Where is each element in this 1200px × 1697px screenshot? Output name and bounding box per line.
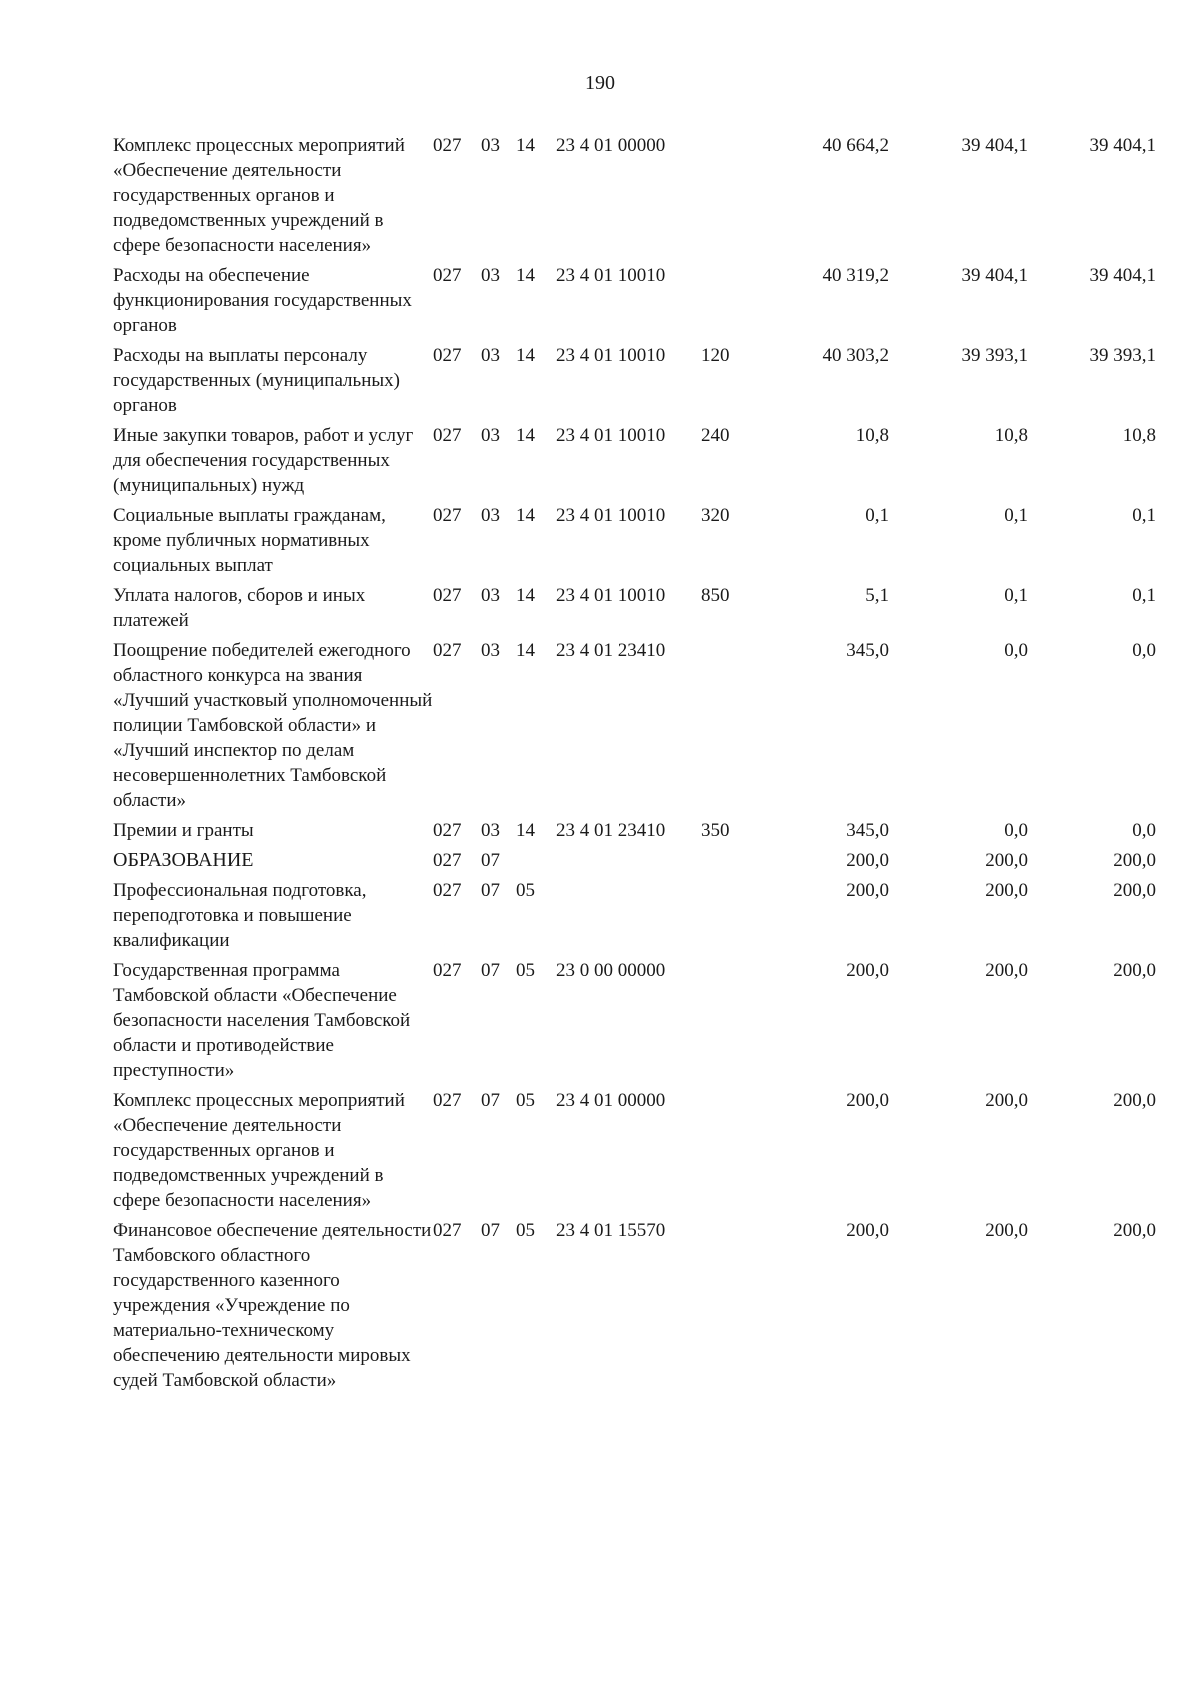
row-amount-1: 200,0: [846, 1090, 889, 1111]
row-subsection-code: 14: [516, 505, 535, 526]
row-ved-code: 027: [433, 820, 462, 841]
row-ved-code: 027: [433, 425, 462, 446]
row-ved-code: 027: [433, 1090, 462, 1111]
row-section-code: 03: [481, 135, 500, 156]
row-name: Профессиональная подготовка, переподготовка и повышение квалификации: [113, 880, 367, 951]
table-row: [113, 878, 1183, 953]
row-section-code: 03: [481, 265, 500, 286]
row-amount-2: 10,8: [994, 425, 1028, 446]
row-amount-2: 0,0: [1004, 820, 1028, 841]
row-target-article: 23 4 01 23410: [556, 640, 666, 661]
row-expense-type: 850: [701, 585, 730, 606]
row-target-article: 23 4 01 23410: [556, 820, 666, 841]
section-title: ОБРАЗОВАНИЕ: [113, 849, 254, 871]
row-amount-2: 200,0: [985, 880, 1028, 901]
table-row: [113, 343, 1183, 418]
row-section-code: 03: [481, 640, 500, 661]
row-name: Финансовое обеспечение деятельности Тамбовского областного государственного казенного учреждения «Учреждение по материально-техническому обеспечению деятельности мировых судей Тамбовской области»: [113, 1220, 432, 1391]
row-expense-type: 120: [701, 345, 730, 366]
row-amount-1: 345,0: [846, 640, 889, 661]
table-row: [113, 638, 1183, 813]
budget-table: [113, 133, 1183, 1398]
table-row: [113, 1088, 1183, 1213]
row-amount-1: 200,0: [846, 1220, 889, 1241]
table-row: [113, 423, 1183, 498]
row-subsection-code: 14: [516, 345, 535, 366]
row-target-article: 23 4 01 10010: [556, 425, 666, 446]
row-section-code: 03: [481, 425, 500, 446]
row-amount-2: 39 404,1: [961, 265, 1028, 286]
row-subsection-code: 14: [516, 135, 535, 156]
row-ved-code: 027: [433, 960, 462, 981]
row-name: Расходы на обеспечение функционирования государственных органов: [113, 265, 412, 336]
row-ved-code: 027: [433, 850, 462, 871]
row-target-article: 23 4 01 10010: [556, 265, 666, 286]
row-amount-3: 39 393,1: [1089, 345, 1156, 366]
row-amount-3: 39 404,1: [1089, 135, 1156, 156]
row-expense-type: 240: [701, 425, 730, 446]
row-expense-type: 350: [701, 820, 730, 841]
row-subsection-code: 14: [516, 265, 535, 286]
row-amount-3: 200,0: [1113, 850, 1156, 871]
row-amount-1: 40 664,2: [822, 135, 889, 156]
row-target-article: 23 0 00 00000: [556, 960, 666, 981]
table-row: [113, 263, 1183, 338]
row-amount-2: 0,1: [1004, 505, 1028, 526]
row-target-article: 23 4 01 00000: [556, 135, 666, 156]
table-row: [113, 133, 1183, 258]
row-ved-code: 027: [433, 585, 462, 606]
row-name: Расходы на выплаты персоналу государственных (муниципальных) органов: [113, 345, 400, 416]
row-amount-2: 39 404,1: [961, 135, 1028, 156]
row-amount-1: 200,0: [846, 960, 889, 981]
row-amount-1: 40 319,2: [822, 265, 889, 286]
row-name: Иные закупки товаров, работ и услуг для обеспечения государственных (муниципальных) нужд: [113, 425, 414, 496]
row-amount-1: 200,0: [846, 880, 889, 901]
row-ved-code: 027: [433, 505, 462, 526]
row-section-code: 07: [481, 1090, 500, 1111]
row-name: Уплата налогов, сборов и иных платежей: [113, 585, 366, 631]
row-subsection-code: 14: [516, 585, 535, 606]
row-target-article: 23 4 01 15570: [556, 1220, 666, 1241]
row-amount-1: 0,1: [865, 505, 889, 526]
table-row: [113, 958, 1183, 1083]
row-expense-type: 320: [701, 505, 730, 526]
row-amount-3: 0,1: [1132, 585, 1156, 606]
row-section-code: 03: [481, 585, 500, 606]
row-amount-3: 10,8: [1122, 425, 1156, 446]
table-row: [113, 583, 1183, 633]
row-name: Комплекс процессных мероприятий «Обеспечение деятельности государственных органов и подведомственных учреждений в сфере безопасности населения»: [113, 1090, 405, 1211]
row-subsection-code: 14: [516, 425, 535, 446]
row-amount-3: 200,0: [1113, 1220, 1156, 1241]
row-amount-1: 345,0: [846, 820, 889, 841]
row-ved-code: 027: [433, 1220, 462, 1241]
row-target-article: 23 4 01 00000: [556, 1090, 666, 1111]
row-amount-2: 39 393,1: [961, 345, 1028, 366]
row-amount-1: 5,1: [865, 585, 889, 606]
row-target-article: 23 4 01 10010: [556, 345, 666, 366]
row-ved-code: 027: [433, 135, 462, 156]
row-amount-3: 39 404,1: [1089, 265, 1156, 286]
row-section-code: 07: [481, 880, 500, 901]
row-amount-1: 200,0: [846, 850, 889, 871]
row-amount-3: 0,0: [1132, 820, 1156, 841]
row-amount-1: 40 303,2: [822, 345, 889, 366]
row-amount-2: 200,0: [985, 1090, 1028, 1111]
row-amount-3: 0,1: [1132, 505, 1156, 526]
row-ved-code: 027: [433, 640, 462, 661]
row-section-code: 07: [481, 1220, 500, 1241]
row-name: Комплекс процессных мероприятий «Обеспечение деятельности государственных органов и подведомственных учреждений в сфере безопасности населения»: [113, 135, 405, 256]
row-target-article: 23 4 01 10010: [556, 585, 666, 606]
row-amount-3: 200,0: [1113, 880, 1156, 901]
row-amount-3: 0,0: [1132, 640, 1156, 661]
row-ved-code: 027: [433, 265, 462, 286]
row-subsection-code: 05: [516, 1220, 535, 1241]
row-name: Социальные выплаты гражданам, кроме публичных нормативных социальных выплат: [113, 505, 386, 576]
row-subsection-code: 14: [516, 640, 535, 661]
row-section-code: 07: [481, 960, 500, 981]
row-name: Государственная программа Тамбовской области «Обеспечение безопасности населения Тамбовской области и противодействие преступности»: [113, 960, 411, 1081]
row-section-code: 03: [481, 345, 500, 366]
row-amount-2: 200,0: [985, 960, 1028, 981]
page-number: 190: [585, 72, 615, 94]
row-name: Премии и гранты: [113, 820, 254, 841]
row-ved-code: 027: [433, 880, 462, 901]
table-row-section: [113, 848, 1183, 873]
row-section-code: 07: [481, 850, 500, 871]
row-subsection-code: 14: [516, 820, 535, 841]
row-section-code: 03: [481, 505, 500, 526]
row-amount-2: 0,1: [1004, 585, 1028, 606]
row-amount-2: 200,0: [985, 1220, 1028, 1241]
row-name: Поощрение победителей ежегодного областного конкурса на звания «Лучший участковый уполномоченный полиции Тамбовской области» и «Лучший инспектор по делам несовершеннолетних Тамбовской области»: [113, 640, 433, 811]
row-amount-1: 10,8: [855, 425, 889, 446]
row-amount-2: 200,0: [985, 850, 1028, 871]
row-section-code: 03: [481, 820, 500, 841]
row-target-article: 23 4 01 10010: [556, 505, 666, 526]
row-subsection-code: 05: [516, 880, 535, 901]
row-ved-code: 027: [433, 345, 462, 366]
row-subsection-code: 05: [516, 1090, 535, 1111]
row-amount-3: 200,0: [1113, 1090, 1156, 1111]
table-row: [113, 1218, 1183, 1393]
row-amount-2: 0,0: [1004, 640, 1028, 661]
table-row: [113, 818, 1183, 843]
row-subsection-code: 05: [516, 960, 535, 981]
table-row: [113, 503, 1183, 578]
row-amount-3: 200,0: [1113, 960, 1156, 981]
